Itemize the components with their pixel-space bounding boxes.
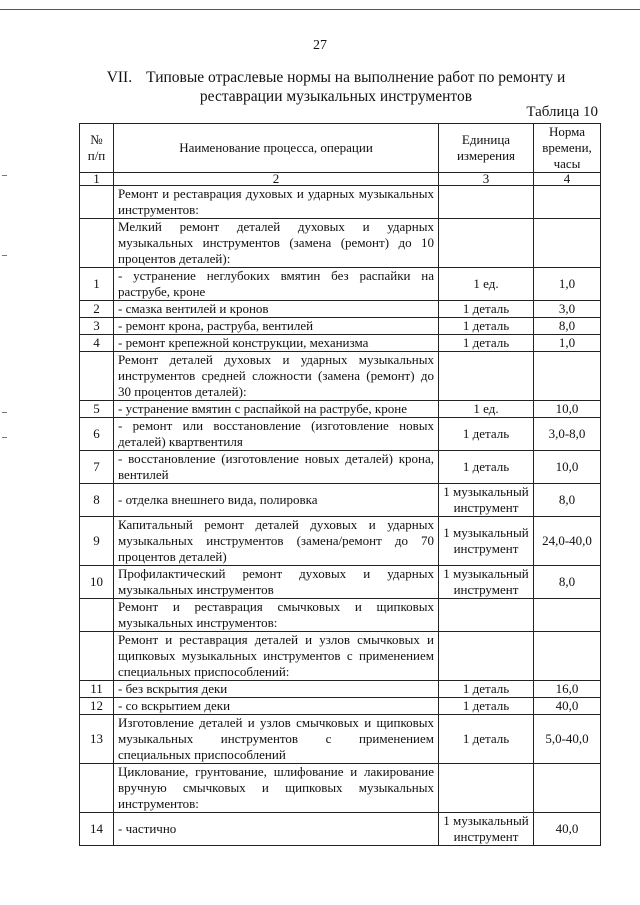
row-unit: [439, 764, 534, 813]
section-number: VII.: [106, 69, 133, 86]
row-unit: [439, 219, 534, 268]
row-number: 14: [80, 813, 114, 846]
row-norm-hours: [534, 764, 601, 813]
table-row: [80, 764, 601, 813]
row-operation-name: - смазка вентилей и кронов: [114, 301, 439, 318]
row-operation-name: - ремонт или восстановление (изготовление новых деталей) квартвентиля: [114, 418, 439, 451]
table-row: [80, 451, 601, 484]
table-row: [80, 813, 601, 846]
row-norm-hours: 1,0: [534, 268, 601, 301]
row-number: [80, 352, 114, 401]
row-norm-hours: [534, 632, 601, 681]
norms-table: [79, 123, 601, 846]
row-norm-hours: 8,0: [534, 484, 601, 517]
table-row: [80, 301, 601, 318]
scan-edge-mark: [2, 437, 7, 438]
row-number: [80, 764, 114, 813]
table-row: [80, 698, 601, 715]
row-number: 8: [80, 484, 114, 517]
row-unit: 1 ед.: [439, 401, 534, 418]
row-unit: 1 ед.: [439, 268, 534, 301]
section-heading: [96, 68, 576, 106]
row-unit: 1 деталь: [439, 681, 534, 698]
row-unit: 1 деталь: [439, 318, 534, 335]
row-number: 3: [80, 318, 114, 335]
row-number: 4: [80, 335, 114, 352]
header-num: № п/п: [80, 124, 114, 173]
table-row: [80, 484, 601, 517]
row-unit: [439, 632, 534, 681]
row-norm-hours: [534, 599, 601, 632]
row-unit: [439, 599, 534, 632]
scan-edge-mark: [2, 255, 7, 256]
column-number: 3: [439, 173, 534, 186]
row-operation-name: - частично: [114, 813, 439, 846]
row-operation-name: - без вскрытия деки: [114, 681, 439, 698]
row-norm-hours: 40,0: [534, 698, 601, 715]
scan-edge-mark: [2, 412, 7, 413]
row-operation-name: Профилактический ремонт духовых и ударных музыкальных инструментов: [114, 566, 439, 599]
row-unit: 1 деталь: [439, 335, 534, 352]
row-unit: 1 деталь: [439, 301, 534, 318]
row-number: [80, 219, 114, 268]
row-operation-name: - ремонт крепежной конструкции, механизма: [114, 335, 439, 352]
row-unit: 1 музыкальный инструмент: [439, 517, 534, 566]
row-number: 11: [80, 681, 114, 698]
row-number: [80, 186, 114, 219]
table-row: [80, 401, 601, 418]
table-header-row: [80, 124, 601, 173]
row-norm-hours: [534, 186, 601, 219]
header-name: Наименование процесса, операции: [114, 124, 439, 173]
row-operation-name: Циклование, грунтование, шлифование и лакирование вручную смычковых и щипковых музыкальных инструментов:: [114, 764, 439, 813]
row-operation-name: Ремонт и реставрация духовых и ударных музыкальных инструментов:: [114, 186, 439, 219]
scan-top-border: [0, 9, 640, 10]
page-number: 27: [313, 38, 327, 53]
column-number: 2: [114, 173, 439, 186]
table-row: [80, 632, 601, 681]
row-norm-hours: 8,0: [534, 318, 601, 335]
row-norm-hours: 16,0: [534, 681, 601, 698]
row-norm-hours: [534, 352, 601, 401]
row-number: 2: [80, 301, 114, 318]
table-row: [80, 715, 601, 764]
row-unit: [439, 352, 534, 401]
row-operation-name: Ремонт деталей духовых и ударных музыкальных инструментов средней сложности (замена (ремонт) до 30 процентов деталей):: [114, 352, 439, 401]
row-norm-hours: 3,0-8,0: [534, 418, 601, 451]
row-operation-name: Капитальный ремонт деталей духовых и ударных музыкальных инструментов (замена/ремонт до 70 процентов деталей): [114, 517, 439, 566]
row-norm-hours: 40,0: [534, 813, 601, 846]
row-unit: 1 деталь: [439, 698, 534, 715]
row-operation-name: Мелкий ремонт деталей духовых и ударных музыкальных инструментов (замена (ремонт) до 10 процентов деталей):: [114, 219, 439, 268]
table-row: [80, 352, 601, 401]
row-number: [80, 599, 114, 632]
column-number: 4: [534, 173, 601, 186]
row-operation-name: - устранение вмятин с распайкой на раструбе, кроне: [114, 401, 439, 418]
row-norm-hours: 24,0-40,0: [534, 517, 601, 566]
row-unit: 1 деталь: [439, 715, 534, 764]
row-number: 1: [80, 268, 114, 301]
header-norm: Норма времени, часы: [534, 124, 601, 173]
row-number: 9: [80, 517, 114, 566]
header-unit: Единица измерения: [439, 124, 534, 173]
column-number-row: [80, 173, 601, 186]
row-number: [80, 632, 114, 681]
row-number: 5: [80, 401, 114, 418]
row-operation-name: - отделка внешнего вида, полировка: [114, 484, 439, 517]
row-norm-hours: 10,0: [534, 451, 601, 484]
row-operation-name: - ремонт крона, раструба, вентилей: [114, 318, 439, 335]
table-row: [80, 335, 601, 352]
column-number: 1: [80, 173, 114, 186]
table-row: [80, 318, 601, 335]
row-number: 12: [80, 698, 114, 715]
table-row: [80, 566, 601, 599]
row-operation-name: Ремонт и реставрация смычковых и щипковых музыкальных инструментов:: [114, 599, 439, 632]
row-norm-hours: [534, 219, 601, 268]
row-norm-hours: 1,0: [534, 335, 601, 352]
row-norm-hours: 10,0: [534, 401, 601, 418]
row-unit: 1 музыкальный инструмент: [439, 566, 534, 599]
row-unit: 1 деталь: [439, 418, 534, 451]
table-row: [80, 418, 601, 451]
row-unit: 1 деталь: [439, 451, 534, 484]
table-row: [80, 186, 601, 219]
row-number: 7: [80, 451, 114, 484]
table-row: [80, 517, 601, 566]
row-number: 10: [80, 566, 114, 599]
row-norm-hours: 8,0: [534, 566, 601, 599]
row-norm-hours: 3,0: [534, 301, 601, 318]
table-row: [80, 599, 601, 632]
table-body: [80, 186, 601, 846]
table-row: [80, 268, 601, 301]
row-operation-name: - восстановление (изготовление новых деталей) крона, вентилей: [114, 451, 439, 484]
row-unit: 1 музыкальный инструмент: [439, 813, 534, 846]
row-number: 6: [80, 418, 114, 451]
row-unit: [439, 186, 534, 219]
row-number: 13: [80, 715, 114, 764]
row-operation-name: Ремонт и реставрация деталей и узлов смычковых и щипковых музыкальных инструментов с применением специальных приспособлений:: [114, 632, 439, 681]
table-label: Таблица 10: [526, 104, 598, 120]
section-title-line1: Типовые отраслевые нормы на выполнение работ по ремонту и: [146, 69, 566, 86]
scan-edge-mark: [2, 175, 7, 176]
table-row: [80, 219, 601, 268]
row-unit: 1 музыкальный инструмент: [439, 484, 534, 517]
row-norm-hours: 5,0-40,0: [534, 715, 601, 764]
section-title-line2: реставрации музыкальных инструментов: [199, 88, 473, 105]
row-operation-name: - устранение неглубоких вмятин без распайки на раструбе, кроне: [114, 268, 439, 301]
row-operation-name: - со вскрытием деки: [114, 698, 439, 715]
table-row: [80, 681, 601, 698]
row-operation-name: Изготовление деталей и узлов смычковых и щипковых музыкальных инструментов с применением специальных приспособлений: [114, 715, 439, 764]
